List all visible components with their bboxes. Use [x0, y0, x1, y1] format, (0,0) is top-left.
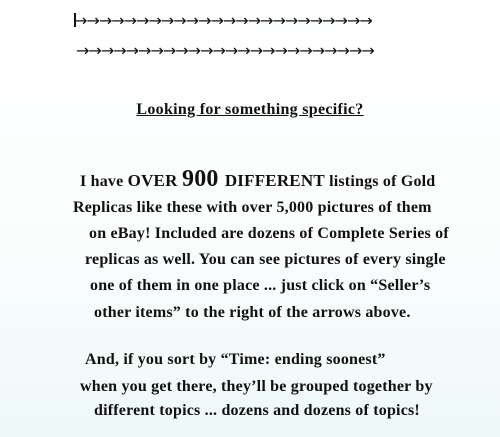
paragraph1-line4: replicas as well. You can see pictures of every single [85, 251, 446, 268]
paragraph1-line6: other items” to the right of the arrows above. [94, 304, 411, 321]
arrow-row-bottom: →→→→→→→→→→→→→→→→→→→→→→→→ [76, 41, 374, 60]
p1-l1-pre: I have [80, 173, 128, 190]
arrow-row-top-arrows: →→→→→→→→→→→→→→→→→→→→→→→→ [74, 11, 372, 30]
p1-l1-different: DIFFERENT [224, 171, 325, 190]
heading: Looking for something specific? [136, 101, 364, 118]
paragraph1-line2: Replicas like these with over 5,000 pictures of them [73, 199, 432, 216]
p1-l1-post: listings of Gold [324, 173, 436, 190]
paragraph1-line3: on eBay! Included are dozens of Complete Series of [89, 225, 449, 242]
p1-l1-over: OVER [127, 171, 183, 190]
paragraph1-line5: one of them in one place ... just click on “Seller’s [90, 277, 431, 294]
p1-l1-number: 900 [182, 166, 225, 192]
arrow-row-top [74, 13, 372, 29]
paragraph2-line1: And, if you sort by “Time: ending soonest” [85, 351, 386, 368]
paragraph1-line1 [80, 166, 435, 193]
paragraph2-line3: different topics ... dozens and dozens of topics! [94, 402, 420, 419]
paragraph2-line2: when you get there, they’ll be grouped together by [80, 378, 433, 395]
